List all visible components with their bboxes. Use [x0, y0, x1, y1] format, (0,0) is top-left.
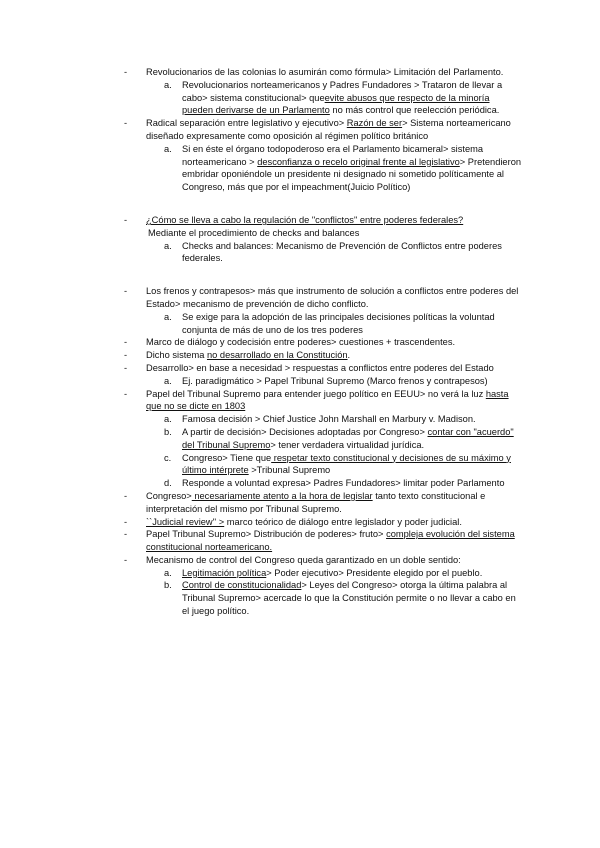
list-item [124, 362, 522, 375]
list-item [124, 490, 522, 516]
sub-item [164, 579, 522, 617]
document-page [0, 66, 600, 618]
item-text: Mecanismo de control del Congreso queda garantizado en un doble sentido: [146, 554, 461, 565]
item-text: Revolucionarios norteamericanos y Padres Fundadores > Trataron de llevar a cabo> sistema constitucional> que [182, 79, 503, 103]
item-text: marco teórico de diálogo entre legislador y poder judicial. [224, 516, 462, 527]
sub-item [164, 311, 522, 337]
item-text: Dicho sistema [146, 350, 207, 361]
item-text: no más control que reelección periódica. [329, 105, 500, 116]
underlined-text: ¿Cómo se lleva a cabo la regulación de "conflictos" entre poderes federales? [146, 214, 464, 225]
list-item [124, 117, 522, 143]
sub-letter: b. [164, 580, 172, 591]
item-text: Revolucionarios de las colonias lo asumirán como fórmula> Limitación del Parlamento. [146, 67, 504, 77]
bullet: - [124, 529, 128, 540]
item-text: > Leyes del Congreso> otorga la última palabra al Tribunal Supremo> acercade lo que la Constitución permite o no llevar a cabo en el juego político. [182, 580, 516, 617]
underlined-text: Control de constitucionalidad [182, 580, 302, 591]
sub-letter: d. [164, 478, 172, 489]
sub-letter: a. [164, 143, 172, 154]
underlined-text: no desarrollado en la Constitución [206, 350, 348, 361]
item-text: > Pretendieron embridar oponiéndole un presidente ni designado ni sometido políticamente al Congreso, más que por el impeachment(Juicio Político) [182, 156, 522, 193]
sub-item [164, 240, 522, 266]
item-text: > Sistema norteamericano diseñado expresamente como oposición al régimen político británico [146, 118, 511, 141]
item-text: Responde a voluntad expresa> Padres Fundadores> limitar poder Parlamento [182, 478, 505, 489]
item-text: Si en éste el órgano todopoderoso era el Parlamento bicameral> sistema norteamericano > [182, 143, 484, 167]
sub-item [164, 413, 522, 426]
underlined-text: evite abusos que respecto de la minoría pueden derivarse de un Parlamento [182, 92, 490, 116]
list-item [124, 285, 522, 311]
item-text: tanto texto constitucional e interpretación del mismo por Tribunal Supremo. [146, 490, 486, 514]
item-text: >Tribunal Supremo [248, 465, 331, 476]
bullet: - [124, 554, 128, 565]
sub-letter: b. [164, 426, 172, 437]
bullet: - [124, 118, 128, 129]
bullet: - [124, 337, 128, 348]
sub-letter: a. [164, 240, 172, 251]
item-text: A partir de decisión> Decisiones adoptadas por Congreso> [182, 426, 428, 437]
item-text: Papel Tribunal Supremo> Distribución de poderes> fruto> [146, 529, 387, 540]
list-item [124, 349, 522, 362]
underlined-text: Razón de ser [346, 118, 403, 129]
underlined-text: necesariamente atento a la hora de legislar [191, 490, 373, 501]
item-text: > tener verdadera virtualidad jurídica. [270, 439, 425, 450]
list-item [124, 214, 522, 227]
underlined-text: desconfianza o recelo original frente al legislativo [257, 156, 460, 167]
item-text: Ej. paradigmático > Papel Tribunal Supremo (Marco frenos y contrapesos) [182, 375, 488, 386]
list-item [124, 336, 522, 349]
bullet: - [124, 67, 128, 77]
sub-item [164, 79, 522, 117]
item-text: Mediante el procedimiento de checks and balances [148, 227, 360, 238]
sub-item [164, 567, 522, 580]
item-text: > Poder ejecutivo> Presidente elegido por el pueblo. [266, 567, 483, 578]
list-item [124, 388, 522, 414]
underlined-text: contar con "acuerdo" del Tribunal Supremo [182, 426, 514, 450]
bullet: - [124, 286, 128, 297]
item-text: Desarrollo> en base a necesidad > respuestas a conflictos entre poderes del Estado [146, 362, 494, 373]
sub-letter: a. [164, 311, 172, 322]
item-text: Famosa decisión > Chief Justice John Marshall en Marbury v. Madison. [182, 414, 476, 425]
underlined-text: Legitimación política [182, 567, 267, 578]
item-text: Se exige para la adopción de las principales decisiones políticas la voluntad conjunta de más de uno de los tres poderes [182, 311, 495, 335]
item-text: Papel del Tribunal Supremo para entender juego político en EEUU> no verá la luz [146, 388, 486, 399]
bullet: - [124, 516, 128, 527]
sub-item [164, 375, 522, 388]
item-text: . [347, 350, 351, 361]
item-text: Los frenos y contrapesos> más que instrumento de solución a conflictos entre poderes del Estado> mecanismo de prevención de dicho conflicto. [146, 286, 519, 309]
sub-item [164, 477, 522, 490]
list-item [124, 554, 522, 567]
sub-letter: a. [164, 375, 172, 386]
item-text: Marco de diálogo y codecisión entre poderes> cuestiones + trascendentes. [146, 337, 456, 348]
underlined-text: respetar texto constitucional y decisiones de su máximo y último intérprete [182, 452, 511, 476]
sub-letter: a. [164, 414, 172, 425]
sub-item [164, 452, 522, 478]
sub-letter: a. [164, 79, 172, 90]
underlined-text: compleja evolución del sistema constitucional norteamericano. [146, 529, 515, 553]
sub-item [164, 426, 522, 452]
underlined-text: hasta que no se dicte en 1803 [146, 388, 509, 412]
list-item [124, 66, 522, 79]
sub-letter: c. [164, 452, 172, 463]
list-item [124, 516, 522, 529]
item-text: Radical separación entre legislativo y ejecutivo> [146, 118, 347, 129]
bullet: - [124, 490, 128, 501]
sub-letter: a. [164, 567, 172, 578]
underlined-text: ``Judicial review'' > [146, 516, 225, 527]
bullet: - [124, 362, 128, 373]
bullet: - [124, 350, 128, 361]
item-text: Checks and balances: Mecanismo de Prevención de Conflictos entre poderes federales. [182, 240, 502, 264]
continuation-line [148, 227, 522, 240]
bullet: - [124, 388, 128, 399]
item-text: Congreso> Tiene que [182, 452, 272, 463]
sub-item [164, 143, 522, 194]
list-item [124, 528, 522, 554]
bullet: - [124, 214, 128, 225]
item-text: Congreso> [146, 490, 192, 501]
